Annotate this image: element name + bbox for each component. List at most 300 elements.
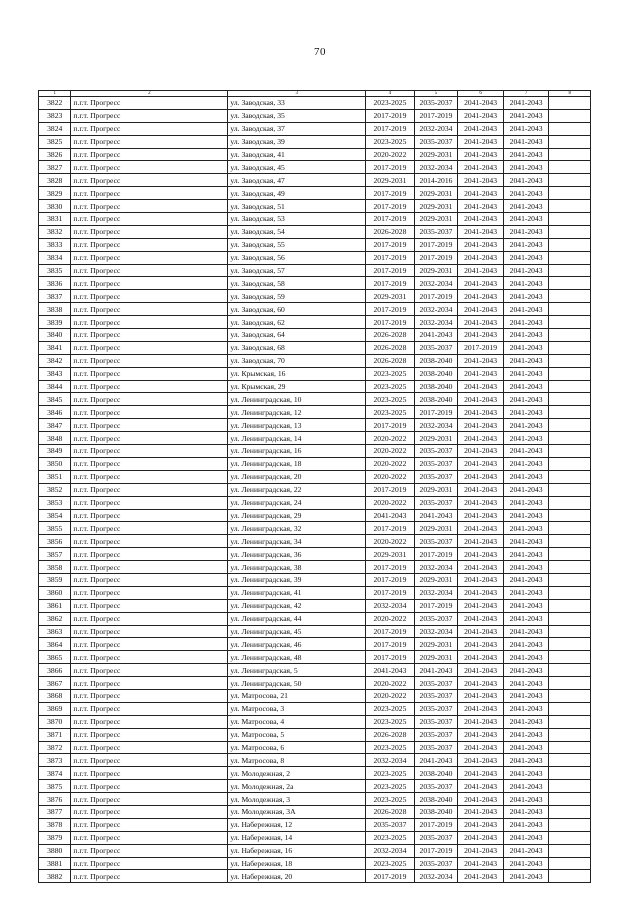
- period-1-cell: 2023-2025: [366, 97, 415, 110]
- note-cell: [549, 329, 591, 342]
- row-number-cell: 3870: [39, 715, 71, 728]
- period-3-cell: 2041-2043: [458, 535, 504, 548]
- settlement-cell: п.г.т. Прогресс: [71, 741, 228, 754]
- row-number-cell: 3880: [39, 844, 71, 857]
- note-cell: [549, 97, 591, 110]
- period-1-cell: 2017-2019: [366, 638, 415, 651]
- period-2-cell: 2035-2037: [414, 496, 458, 509]
- settlement-cell: п.г.т. Прогресс: [71, 870, 228, 883]
- row-number-cell: 3843: [39, 367, 71, 380]
- settlement-cell: п.г.т. Прогресс: [71, 664, 228, 677]
- row-number-cell: 3850: [39, 457, 71, 470]
- note-cell: [549, 689, 591, 702]
- row-number-cell: 3861: [39, 599, 71, 612]
- period-4-cell: 2041-2043: [503, 341, 549, 354]
- settlement-cell: п.г.т. Прогресс: [71, 393, 228, 406]
- note-cell: [549, 586, 591, 599]
- period-3-cell: 2041-2043: [458, 638, 504, 651]
- note-cell: [549, 419, 591, 432]
- period-1-cell: 2032-2034: [366, 599, 415, 612]
- period-3-cell: 2041-2043: [458, 303, 504, 316]
- period-1-cell: 2017-2019: [366, 264, 415, 277]
- period-4-cell: 2041-2043: [503, 664, 549, 677]
- settlement-cell: п.г.т. Прогресс: [71, 457, 228, 470]
- note-cell: [549, 290, 591, 303]
- table-row: [39, 638, 591, 651]
- period-3-cell: 2041-2043: [458, 122, 504, 135]
- table-row: [39, 97, 591, 110]
- table-row: [39, 290, 591, 303]
- period-1-cell: 2017-2019: [366, 419, 415, 432]
- period-4-cell: 2041-2043: [503, 354, 549, 367]
- period-3-cell: 2041-2043: [458, 586, 504, 599]
- period-3-cell: 2041-2043: [458, 857, 504, 870]
- period-2-cell: 2041-2043: [414, 509, 458, 522]
- period-1-cell: 2017-2019: [366, 316, 415, 329]
- period-4-cell: 2041-2043: [503, 625, 549, 638]
- address-cell: ул. Ленинградская, 45: [228, 625, 366, 638]
- note-cell: [549, 496, 591, 509]
- period-1-cell: 2020-2022: [366, 470, 415, 483]
- address-cell: ул. Набережная, 16: [228, 844, 366, 857]
- period-3-cell: 2041-2043: [458, 522, 504, 535]
- period-2-cell: 2035-2037: [414, 225, 458, 238]
- row-number-cell: 3842: [39, 354, 71, 367]
- period-2-cell: 2029-2031: [414, 432, 458, 445]
- period-4-cell: 2041-2043: [503, 844, 549, 857]
- address-cell: ул. Заводская, 53: [228, 213, 366, 226]
- settlement-cell: п.г.т. Прогресс: [71, 689, 228, 702]
- address-cell: ул. Заводская, 37: [228, 122, 366, 135]
- table-row: [39, 561, 591, 574]
- table-row: [39, 174, 591, 187]
- period-4-cell: 2041-2043: [503, 780, 549, 793]
- settlement-cell: п.г.т. Прогресс: [71, 818, 228, 831]
- settlement-cell: п.г.т. Прогресс: [71, 174, 228, 187]
- table-row: [39, 535, 591, 548]
- period-1-cell: 2023-2025: [366, 793, 415, 806]
- period-1-cell: 2029-2031: [366, 290, 415, 303]
- period-3-cell: 2041-2043: [458, 213, 504, 226]
- period-4-cell: 2041-2043: [503, 509, 549, 522]
- period-1-cell: 2017-2019: [366, 122, 415, 135]
- address-cell: ул. Заводская, 55: [228, 238, 366, 251]
- period-1-cell: 2023-2025: [366, 780, 415, 793]
- address-cell: ул. Ленинградская, 20: [228, 470, 366, 483]
- note-cell: [549, 457, 591, 470]
- period-1-cell: 2032-2034: [366, 754, 415, 767]
- row-number-cell: 3853: [39, 496, 71, 509]
- period-3-cell: 2041-2043: [458, 664, 504, 677]
- period-4-cell: 2041-2043: [503, 470, 549, 483]
- table-row: [39, 122, 591, 135]
- row-number-cell: 3825: [39, 135, 71, 148]
- row-number-cell: 3859: [39, 573, 71, 586]
- period-4-cell: 2041-2043: [503, 767, 549, 780]
- row-number-cell: 3844: [39, 380, 71, 393]
- address-cell: ул. Ленинградская, 39: [228, 573, 366, 586]
- period-4-cell: 2041-2043: [503, 122, 549, 135]
- note-cell: [549, 793, 591, 806]
- period-1-cell: 2023-2025: [366, 406, 415, 419]
- row-number-cell: 3828: [39, 174, 71, 187]
- period-3-cell: 2041-2043: [458, 445, 504, 458]
- note-cell: [549, 470, 591, 483]
- settlement-cell: п.г.т. Прогресс: [71, 844, 228, 857]
- period-4-cell: 2041-2043: [503, 599, 549, 612]
- period-3-cell: 2041-2043: [458, 677, 504, 690]
- settlement-cell: п.г.т. Прогресс: [71, 548, 228, 561]
- note-cell: [549, 277, 591, 290]
- period-4-cell: 2041-2043: [503, 290, 549, 303]
- period-1-cell: 2023-2025: [366, 702, 415, 715]
- period-2-cell: 2017-2019: [414, 251, 458, 264]
- period-3-cell: 2041-2043: [458, 741, 504, 754]
- note-cell: [549, 857, 591, 870]
- housing-register-table: [38, 90, 591, 883]
- row-number-cell: 3827: [39, 161, 71, 174]
- note-cell: [549, 445, 591, 458]
- period-2-cell: 2029-2031: [414, 148, 458, 161]
- period-1-cell: 2017-2019: [366, 238, 415, 251]
- period-4-cell: 2041-2043: [503, 367, 549, 380]
- address-cell: ул. Ленинградская, 38: [228, 561, 366, 574]
- period-3-cell: 2041-2043: [458, 612, 504, 625]
- period-3-cell: 2041-2043: [458, 561, 504, 574]
- period-1-cell: 2017-2019: [366, 573, 415, 586]
- period-4-cell: 2041-2043: [503, 277, 549, 290]
- row-number-cell: 3855: [39, 522, 71, 535]
- address-cell: ул. Набережная, 18: [228, 857, 366, 870]
- row-number-cell: 3833: [39, 238, 71, 251]
- address-cell: ул. Ленинградская, 10: [228, 393, 366, 406]
- period-3-cell: 2041-2043: [458, 432, 504, 445]
- table-row: [39, 664, 591, 677]
- period-2-cell: 2017-2019: [414, 238, 458, 251]
- period-2-cell: 2032-2034: [414, 561, 458, 574]
- period-2-cell: 2032-2034: [414, 870, 458, 883]
- row-number-cell: 3847: [39, 419, 71, 432]
- period-1-cell: 2017-2019: [366, 651, 415, 664]
- note-cell: [549, 522, 591, 535]
- row-number-cell: 3845: [39, 393, 71, 406]
- period-1-cell: 2026-2028: [366, 354, 415, 367]
- period-1-cell: 2023-2025: [366, 380, 415, 393]
- period-1-cell: 2017-2019: [366, 483, 415, 496]
- period-3-cell: 2041-2043: [458, 406, 504, 419]
- note-cell: [549, 148, 591, 161]
- address-cell: ул. Заводская, 45: [228, 161, 366, 174]
- settlement-cell: п.г.т. Прогресс: [71, 161, 228, 174]
- period-1-cell: 2020-2022: [366, 148, 415, 161]
- row-number-cell: 3838: [39, 303, 71, 316]
- period-4-cell: 2041-2043: [503, 715, 549, 728]
- row-number-cell: 3871: [39, 728, 71, 741]
- row-number-cell: 3849: [39, 445, 71, 458]
- period-3-cell: 2041-2043: [458, 135, 504, 148]
- table-row: [39, 303, 591, 316]
- note-cell: [549, 702, 591, 715]
- row-number-cell: 3866: [39, 664, 71, 677]
- period-3-cell: 2041-2043: [458, 251, 504, 264]
- settlement-cell: п.г.т. Прогресс: [71, 702, 228, 715]
- row-number-cell: 3856: [39, 535, 71, 548]
- note-cell: [549, 187, 591, 200]
- period-3-cell: 2041-2043: [458, 316, 504, 329]
- period-3-cell: 2041-2043: [458, 367, 504, 380]
- period-1-cell: 2023-2025: [366, 831, 415, 844]
- row-number-cell: 3867: [39, 677, 71, 690]
- period-2-cell: 2035-2037: [414, 677, 458, 690]
- table-row: [39, 857, 591, 870]
- note-cell: [549, 225, 591, 238]
- settlement-cell: п.г.т. Прогресс: [71, 148, 228, 161]
- period-2-cell: 2035-2037: [414, 728, 458, 741]
- settlement-cell: п.г.т. Прогресс: [71, 225, 228, 238]
- period-2-cell: 2029-2031: [414, 200, 458, 213]
- period-3-cell: 2041-2043: [458, 97, 504, 110]
- period-3-cell: 2041-2043: [458, 225, 504, 238]
- settlement-cell: п.г.т. Прогресс: [71, 715, 228, 728]
- table-row: [39, 548, 591, 561]
- period-3-cell: 2041-2043: [458, 754, 504, 767]
- period-4-cell: 2041-2043: [503, 496, 549, 509]
- table-row: [39, 457, 591, 470]
- row-number-cell: 3878: [39, 818, 71, 831]
- period-2-cell: 2041-2043: [414, 664, 458, 677]
- address-cell: ул. Заводская, 59: [228, 290, 366, 303]
- period-2-cell: 2017-2019: [414, 844, 458, 857]
- period-4-cell: 2041-2043: [503, 793, 549, 806]
- note-cell: [549, 535, 591, 548]
- note-cell: [549, 303, 591, 316]
- period-1-cell: 2023-2025: [366, 767, 415, 780]
- address-cell: ул. Заводская, 68: [228, 341, 366, 354]
- column-number-cell: 1: [39, 91, 71, 97]
- row-number-cell: 3854: [39, 509, 71, 522]
- table-row: [39, 793, 591, 806]
- column-number-cell: 2: [71, 91, 228, 97]
- page-number: 70: [314, 46, 326, 58]
- row-number-cell: 3873: [39, 754, 71, 767]
- note-cell: [549, 109, 591, 122]
- period-4-cell: 2041-2043: [503, 161, 549, 174]
- period-2-cell: 2035-2037: [414, 702, 458, 715]
- period-4-cell: 2041-2043: [503, 200, 549, 213]
- period-2-cell: 2029-2031: [414, 187, 458, 200]
- table-row: [39, 715, 591, 728]
- period-3-cell: 2041-2043: [458, 187, 504, 200]
- period-3-cell: 2041-2043: [458, 483, 504, 496]
- address-cell: ул. Матросова, 3: [228, 702, 366, 715]
- address-cell: ул. Ленинградская, 29: [228, 509, 366, 522]
- period-2-cell: 2038-2040: [414, 767, 458, 780]
- period-1-cell: 2026-2028: [366, 728, 415, 741]
- period-4-cell: 2041-2043: [503, 187, 549, 200]
- period-2-cell: 2029-2031: [414, 483, 458, 496]
- row-number-cell: 3865: [39, 651, 71, 664]
- address-cell: ул. Заводская, 56: [228, 251, 366, 264]
- period-1-cell: 2017-2019: [366, 187, 415, 200]
- period-4-cell: 2041-2043: [503, 406, 549, 419]
- row-number-cell: 3857: [39, 548, 71, 561]
- address-cell: ул. Ленинградская, 36: [228, 548, 366, 561]
- period-2-cell: 2017-2019: [414, 406, 458, 419]
- period-4-cell: 2041-2043: [503, 393, 549, 406]
- address-cell: ул. Ленинградская, 22: [228, 483, 366, 496]
- address-cell: ул. Заводская, 35: [228, 109, 366, 122]
- settlement-cell: п.г.т. Прогресс: [71, 200, 228, 213]
- settlement-cell: п.г.т. Прогресс: [71, 367, 228, 380]
- row-number-cell: 3863: [39, 625, 71, 638]
- period-4-cell: 2041-2043: [503, 638, 549, 651]
- period-4-cell: 2041-2043: [503, 445, 549, 458]
- period-2-cell: 2032-2034: [414, 419, 458, 432]
- settlement-cell: п.г.т. Прогресс: [71, 303, 228, 316]
- address-cell: ул. Заводская, 60: [228, 303, 366, 316]
- settlement-cell: п.г.т. Прогресс: [71, 354, 228, 367]
- note-cell: [549, 548, 591, 561]
- settlement-cell: п.г.т. Прогресс: [71, 432, 228, 445]
- address-cell: ул. Ленинградская, 41: [228, 586, 366, 599]
- table-row: [39, 187, 591, 200]
- table-row: [39, 432, 591, 445]
- address-cell: ул. Заводская, 41: [228, 148, 366, 161]
- period-1-cell: 2017-2019: [366, 625, 415, 638]
- address-cell: ул. Ленинградская, 42: [228, 599, 366, 612]
- settlement-cell: п.г.т. Прогресс: [71, 122, 228, 135]
- row-number-cell: 3848: [39, 432, 71, 445]
- note-cell: [549, 741, 591, 754]
- address-cell: ул. Матросова, 8: [228, 754, 366, 767]
- settlement-cell: п.г.т. Прогресс: [71, 135, 228, 148]
- period-2-cell: 2041-2043: [414, 754, 458, 767]
- period-2-cell: 2038-2040: [414, 380, 458, 393]
- period-3-cell: 2041-2043: [458, 380, 504, 393]
- period-4-cell: 2041-2043: [503, 483, 549, 496]
- note-cell: [549, 122, 591, 135]
- period-4-cell: 2041-2043: [503, 432, 549, 445]
- period-2-cell: 2035-2037: [414, 741, 458, 754]
- note-cell: [549, 599, 591, 612]
- settlement-cell: п.г.т. Прогресс: [71, 780, 228, 793]
- table-row: [39, 780, 591, 793]
- period-3-cell: 2041-2043: [458, 599, 504, 612]
- table-row: [39, 625, 591, 638]
- table-row: [39, 380, 591, 393]
- period-2-cell: 2032-2034: [414, 161, 458, 174]
- row-number-cell: 3862: [39, 612, 71, 625]
- period-4-cell: 2041-2043: [503, 728, 549, 741]
- period-1-cell: 2023-2025: [366, 367, 415, 380]
- period-3-cell: 2041-2043: [458, 831, 504, 844]
- note-cell: [549, 664, 591, 677]
- table-row: [39, 573, 591, 586]
- period-2-cell: 2017-2019: [414, 290, 458, 303]
- address-cell: ул. Ленинградская, 48: [228, 651, 366, 664]
- period-4-cell: 2041-2043: [503, 586, 549, 599]
- period-3-cell: 2041-2043: [458, 805, 504, 818]
- table-row: [39, 702, 591, 715]
- period-2-cell: 2035-2037: [414, 341, 458, 354]
- period-3-cell: 2041-2043: [458, 870, 504, 883]
- address-cell: ул. Ленинградская, 16: [228, 445, 366, 458]
- period-4-cell: 2041-2043: [503, 109, 549, 122]
- period-2-cell: 2017-2019: [414, 548, 458, 561]
- period-1-cell: 2017-2019: [366, 213, 415, 226]
- period-2-cell: 2017-2019: [414, 818, 458, 831]
- settlement-cell: п.г.т. Прогресс: [71, 728, 228, 741]
- period-1-cell: 2017-2019: [366, 161, 415, 174]
- period-2-cell: 2014-2016: [414, 174, 458, 187]
- row-number-cell: 3864: [39, 638, 71, 651]
- address-cell: ул. Ленинградская, 46: [228, 638, 366, 651]
- period-4-cell: 2041-2043: [503, 870, 549, 883]
- row-number-cell: 3868: [39, 689, 71, 702]
- settlement-cell: п.г.т. Прогресс: [71, 238, 228, 251]
- table-row: [39, 251, 591, 264]
- period-2-cell: 2035-2037: [414, 689, 458, 702]
- settlement-cell: п.г.т. Прогресс: [71, 677, 228, 690]
- address-cell: ул. Набережная, 20: [228, 870, 366, 883]
- period-3-cell: 2041-2043: [458, 238, 504, 251]
- period-4-cell: 2041-2043: [503, 174, 549, 187]
- period-3-cell: 2041-2043: [458, 818, 504, 831]
- table-row: [39, 831, 591, 844]
- note-cell: [549, 135, 591, 148]
- note-cell: [549, 844, 591, 857]
- period-2-cell: 2029-2031: [414, 638, 458, 651]
- address-cell: ул. Ленинградская, 12: [228, 406, 366, 419]
- settlement-cell: п.г.т. Прогресс: [71, 599, 228, 612]
- settlement-cell: п.г.т. Прогресс: [71, 419, 228, 432]
- settlement-cell: п.г.т. Прогресс: [71, 213, 228, 226]
- period-3-cell: 2041-2043: [458, 689, 504, 702]
- row-number-cell: 3852: [39, 483, 71, 496]
- note-cell: [549, 638, 591, 651]
- period-3-cell: 2041-2043: [458, 728, 504, 741]
- period-1-cell: 2020-2022: [366, 496, 415, 509]
- period-2-cell: 2032-2034: [414, 625, 458, 638]
- row-number-cell: 3841: [39, 341, 71, 354]
- period-1-cell: 2017-2019: [366, 522, 415, 535]
- row-number-cell: 3875: [39, 780, 71, 793]
- note-cell: [549, 870, 591, 883]
- table-row: [39, 689, 591, 702]
- period-3-cell: 2041-2043: [458, 200, 504, 213]
- period-4-cell: 2041-2043: [503, 805, 549, 818]
- table-row: [39, 213, 591, 226]
- period-4-cell: 2041-2043: [503, 303, 549, 316]
- settlement-cell: п.г.т. Прогресс: [71, 251, 228, 264]
- address-cell: ул. Заводская, 47: [228, 174, 366, 187]
- period-2-cell: 2032-2034: [414, 122, 458, 135]
- period-1-cell: 2029-2031: [366, 548, 415, 561]
- period-3-cell: 2041-2043: [458, 573, 504, 586]
- row-number-cell: 3840: [39, 329, 71, 342]
- period-1-cell: 2017-2019: [366, 277, 415, 290]
- period-2-cell: 2017-2019: [414, 109, 458, 122]
- row-number-cell: 3882: [39, 870, 71, 883]
- table-row: [39, 393, 591, 406]
- settlement-cell: п.г.т. Прогресс: [71, 509, 228, 522]
- row-number-cell: 3860: [39, 586, 71, 599]
- address-cell: ул. Ленинградская, 14: [228, 432, 366, 445]
- period-2-cell: 2035-2037: [414, 135, 458, 148]
- settlement-cell: п.г.т. Прогресс: [71, 522, 228, 535]
- period-1-cell: 2026-2028: [366, 225, 415, 238]
- row-number-cell: 3876: [39, 793, 71, 806]
